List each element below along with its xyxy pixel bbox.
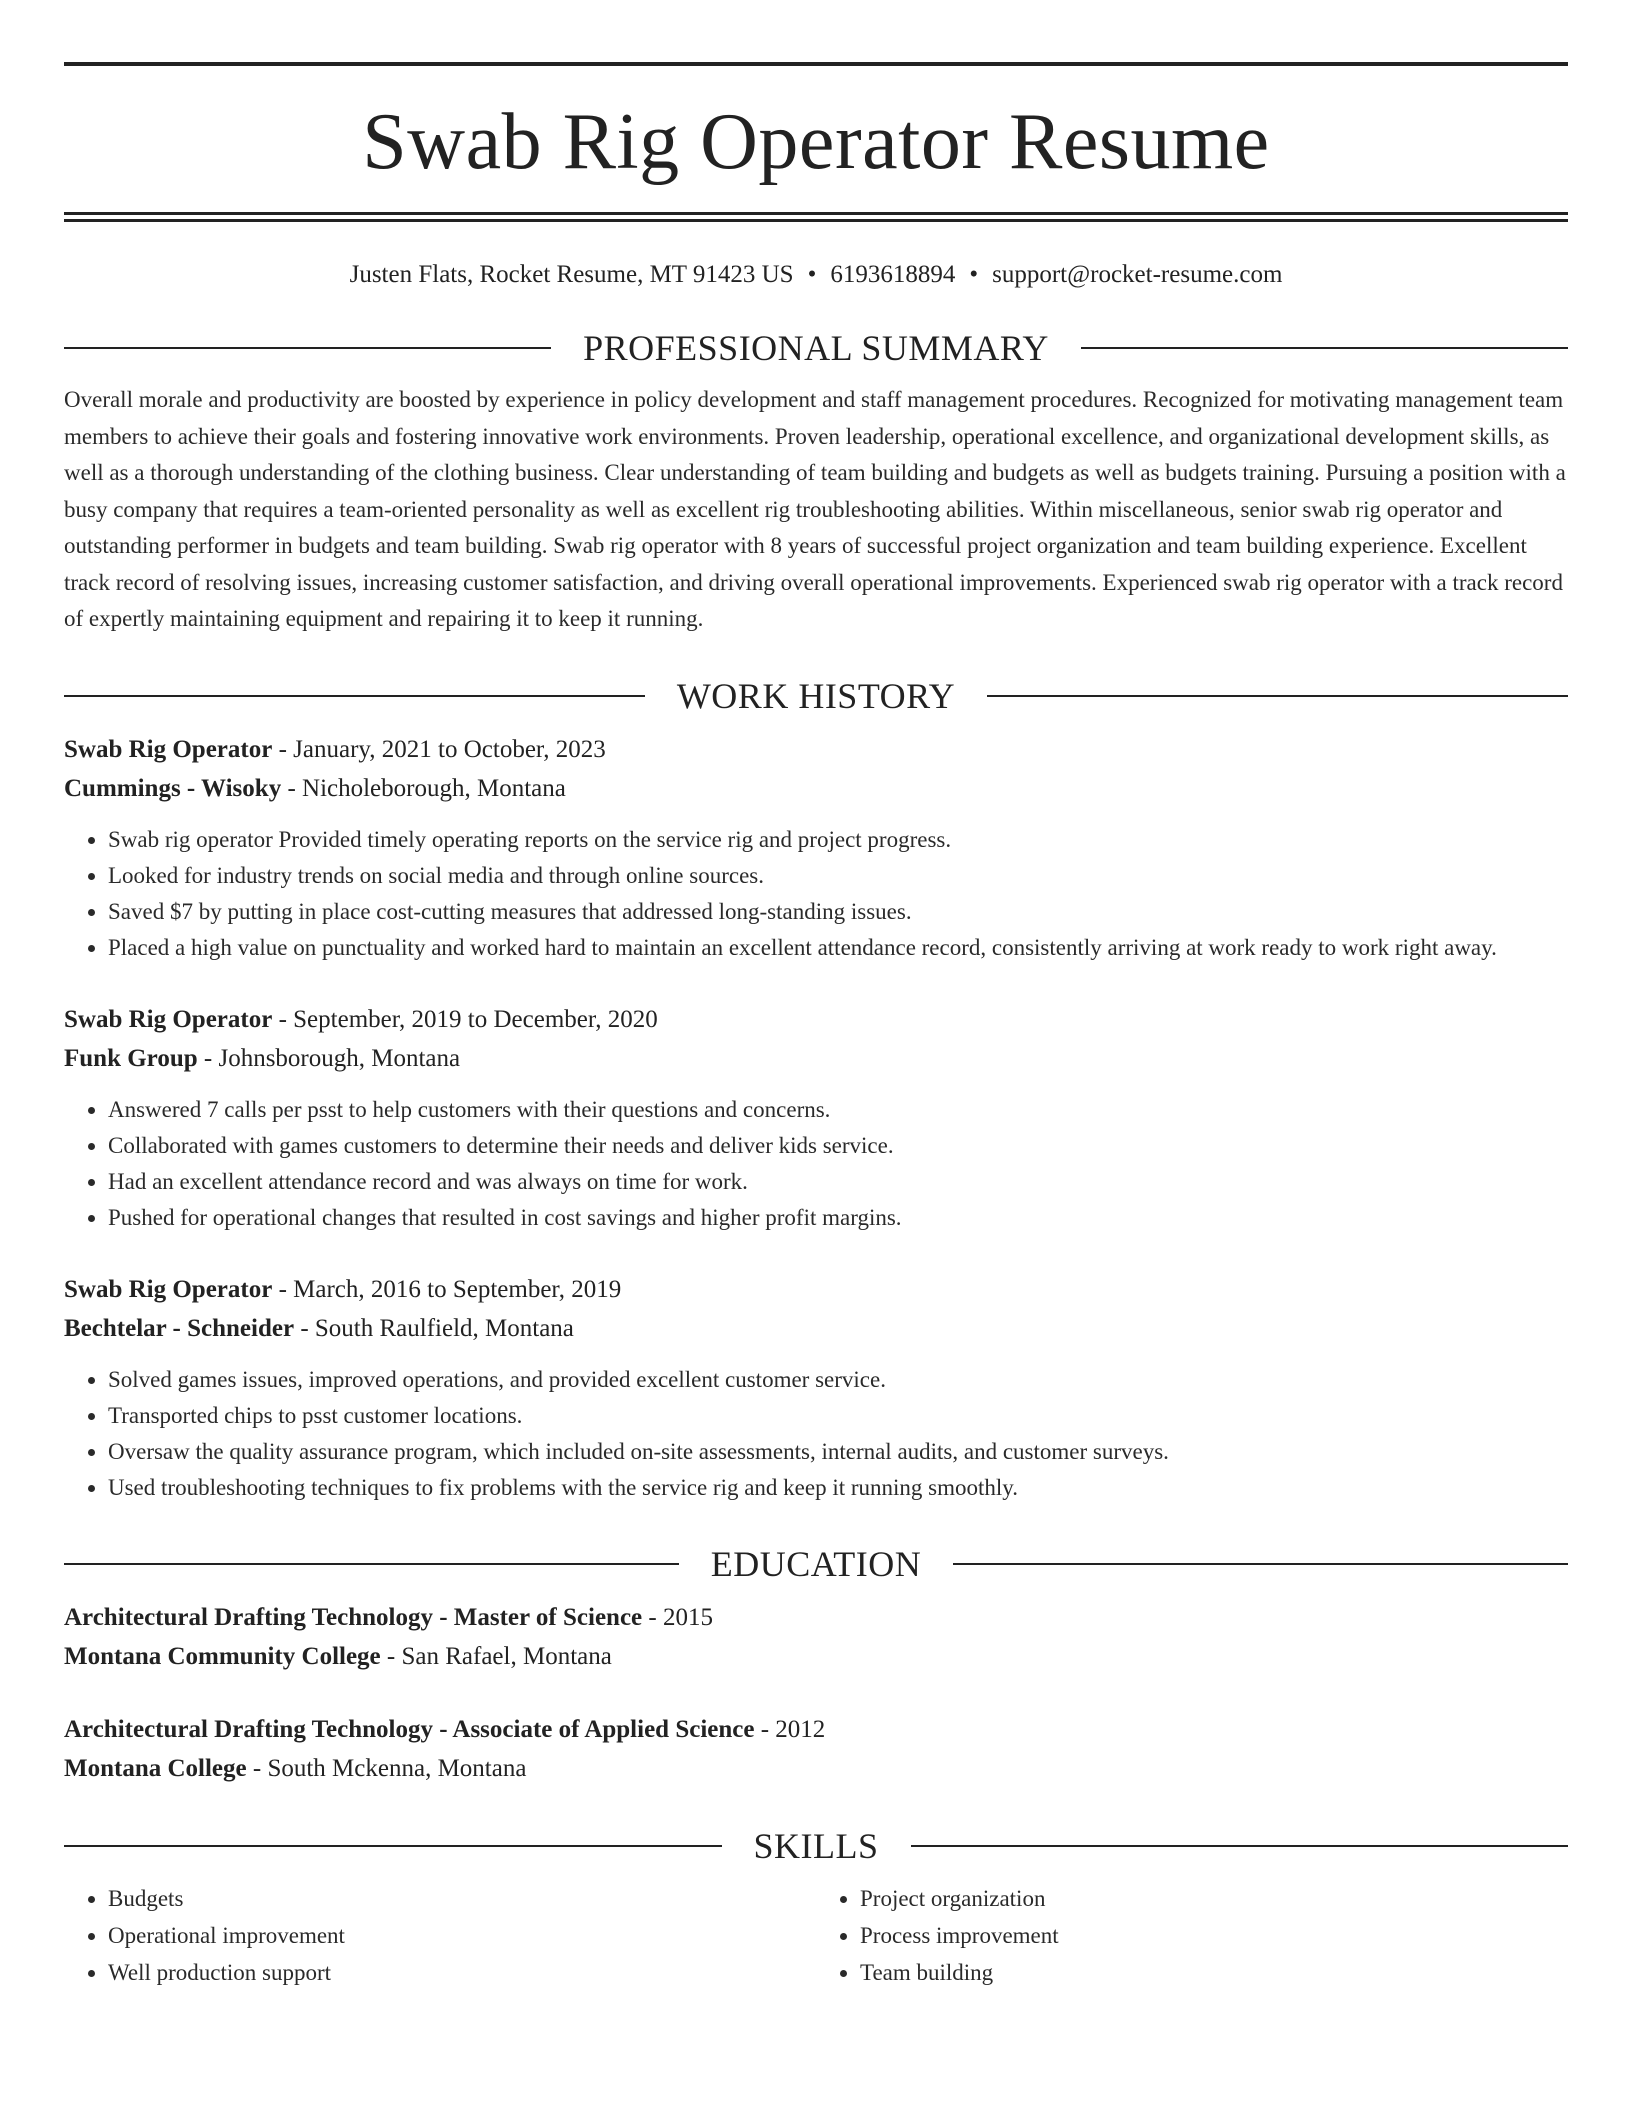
list-item: • Transported chips to psst customer locations. (108, 1398, 1568, 1434)
top-rule (64, 62, 1568, 66)
skills-column-right (816, 1880, 1568, 1991)
work-section-heading (64, 675, 1568, 716)
section-title: PROFESSIONAL SUMMARY (583, 328, 1049, 368)
job-company: Funk Group (64, 1044, 198, 1072)
skill-item: • Operational improvement (108, 1917, 816, 1954)
divider (64, 1845, 722, 1847)
contact-phone: 6193618894 (830, 261, 956, 288)
degree-line (64, 1598, 1568, 1637)
job-title: Swab Rig Operator (64, 735, 273, 763)
divider (64, 347, 551, 349)
contact-separator: • (969, 261, 979, 288)
list-item: • Collaborated with games customers to determine their needs and deliver kids service. (108, 1128, 1568, 1164)
contact-address: Justen Flats, Rocket Resume, MT 91423 US (349, 261, 794, 288)
graduation-year: - 2012 (754, 1715, 826, 1743)
contact-email: support@rocket-resume.com (992, 261, 1283, 288)
list-item: • Solved games issues, improved operations, and provided excellent customer service. (108, 1362, 1568, 1398)
section-title: WORK HISTORY (676, 675, 956, 716)
job-entry (64, 1000, 1568, 1236)
skill-item: • Team building (860, 1954, 1568, 1991)
list-item: • Saved $7 by putting in place cost-cutting measures that addressed long-standing issues. (108, 894, 1568, 930)
skill-item: • Process improvement (860, 1917, 1568, 1954)
school: Montana Community College (64, 1642, 381, 1670)
list-item: • Swab rig operator Provided timely operating reports on the service rig and project progress. (108, 822, 1568, 858)
job-dates: - March, 2016 to September, 2019 (272, 1275, 622, 1303)
job-title: Swab Rig Operator (64, 1005, 273, 1033)
contact-separator: • (807, 261, 817, 288)
job-title-line (64, 1270, 1568, 1309)
degree-line (64, 1710, 1568, 1749)
degree: Architectural Drafting Technology - Master of Science (64, 1603, 643, 1631)
job-title: Swab Rig Operator (64, 1275, 273, 1303)
education-entry (64, 1598, 1568, 1676)
job-title-line (64, 1000, 1568, 1039)
job-company-line (64, 1309, 1568, 1348)
list-item: • Used troubleshooting techniques to fix problems with the service rig and keep it running smoothly. (108, 1470, 1568, 1506)
school-location: - South Mckenna, Montana (246, 1754, 527, 1782)
job-bullets (64, 1092, 1568, 1236)
contact-line (64, 260, 1568, 290)
list-item: • Pushed for operational changes that resulted in cost savings and higher profit margins. (108, 1200, 1568, 1236)
skills-section-heading (64, 1825, 1568, 1866)
job-company: Cummings - Wisoky (64, 774, 282, 802)
skill-item: • Well production support (108, 1954, 816, 1991)
list-item: • Oversaw the quality assurance program, which included on-site assessments, internal audits, and customer surveys. (108, 1434, 1568, 1470)
job-company-line (64, 769, 1568, 808)
skill-item: • Budgets (108, 1880, 816, 1917)
job-location: - Johnsborough, Montana (197, 1044, 461, 1072)
education-section-heading (64, 1543, 1568, 1584)
school: Montana College (64, 1754, 247, 1782)
skill-item: • Project organization (860, 1880, 1568, 1917)
job-location: - South Raulfield, Montana (294, 1314, 574, 1342)
job-location: - Nicholeborough, Montana (281, 774, 566, 802)
summary-text: Overall morale and productivity are boosted by experience in policy development and staff management procedures. Recognized for motivating management team members to achieve their goals and fostering innovative work environments. Proven leadership, operational excellence, and organizational development skills, as well as a thorough understanding of the clothing business. Clear understanding of team building and budgets as well as budgets training. Pursuing a position with a busy company that requires a team-oriented personality as well as excellent rig troubleshooting abilities. Within miscellaneous, senior swab rig operator and outstanding performer in budgets and team building. Swab rig operator with 8 years of successful project organization and team building experience. Excellent track record of resolving issues, increasing customer satisfaction, and driving overall operational improvements. Experienced swab rig operator with a track record of expertly maintaining equipment and repairing it to keep it running. (64, 387, 1566, 631)
list-item: • Looked for industry trends on social media and through online sources. (108, 858, 1568, 894)
title-double-rule (64, 212, 1568, 222)
job-dates: - January, 2021 to October, 2023 (272, 735, 606, 763)
job-bullets (64, 822, 1568, 966)
divider (987, 695, 1568, 697)
school-line (64, 1749, 1568, 1788)
job-dates: - September, 2019 to December, 2020 (272, 1005, 658, 1033)
divider (64, 1563, 679, 1565)
school-location: - San Rafael, Montana (380, 1642, 612, 1670)
summary-section-heading (64, 330, 1568, 366)
divider (953, 1563, 1568, 1565)
school-line (64, 1637, 1568, 1676)
section-title: SKILLS (753, 1825, 879, 1866)
divider (911, 1845, 1569, 1847)
divider (1081, 347, 1568, 349)
job-entry (64, 1270, 1568, 1506)
list-item: • Placed a high value on punctuality and worked hard to maintain an excellent attendance record, consistently arriving at work ready to work right away. (108, 930, 1568, 966)
section-title: EDUCATION (710, 1543, 922, 1584)
degree: Architectural Drafting Technology - Associate of Applied Science (64, 1715, 755, 1743)
list-item: • Answered 7 calls per psst to help customers with their questions and concerns. (108, 1092, 1568, 1128)
job-company-line (64, 1039, 1568, 1078)
job-entry (64, 730, 1568, 966)
page-title: Swab Rig Operator Resume (362, 98, 1270, 186)
list-item: • Had an excellent attendance record and was always on time for work. (108, 1164, 1568, 1200)
education-entry (64, 1710, 1568, 1788)
skills-column-left (64, 1880, 816, 1991)
job-company: Bechtelar - Schneider (64, 1314, 295, 1342)
skills-grid (64, 1880, 1568, 1991)
graduation-year: - 2015 (642, 1603, 713, 1631)
divider (64, 695, 645, 697)
job-bullets (64, 1362, 1568, 1506)
job-title-line (64, 730, 1568, 769)
